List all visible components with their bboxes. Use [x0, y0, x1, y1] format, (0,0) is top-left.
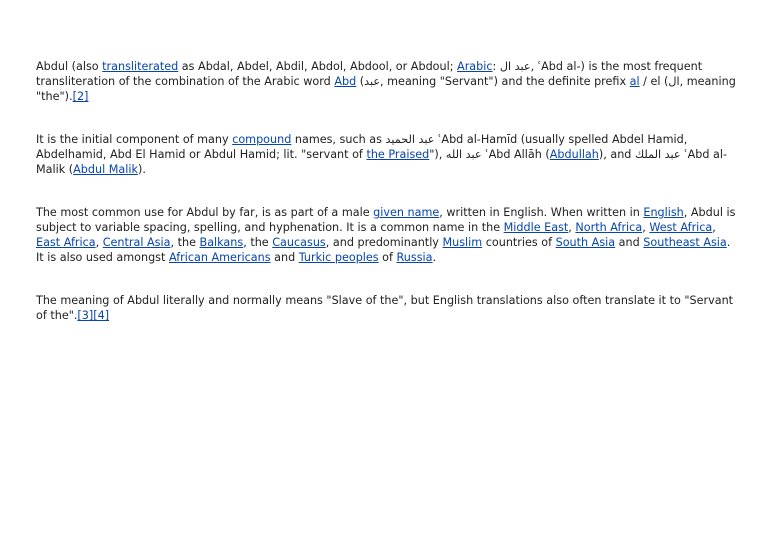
text: (عبد, meaning "Servant") and the definite prefix — [356, 75, 630, 88]
text: . It is also used amongst — [36, 236, 731, 264]
text: names, such as عبد الحميد ʿAbd al-Hamīd (usually spelled Abdel Hamid, Abdelhamid, Abd El Hamid or Abdul Hamid; lit. "servant of — [36, 133, 688, 161]
text: , Abdul is subject to variable spacing, spelling, and hyphenation. It is a common name in the — [36, 206, 736, 234]
reference-2[interactable]: [2] — [72, 90, 89, 103]
text: / el (ال, meaning "the"). — [36, 75, 736, 103]
text: Abdul (also — [36, 60, 103, 73]
text: , — [95, 236, 103, 249]
link-east-africa[interactable]: East Africa — [36, 236, 96, 249]
text: It is the initial component of many — [36, 133, 233, 146]
link-transliterated[interactable]: transliterated — [102, 60, 179, 73]
link-given-name[interactable]: given name — [373, 206, 440, 219]
link-abdul-malik[interactable]: Abdul Malik — [73, 163, 138, 176]
paragraph-meaning — [36, 293, 740, 323]
link-middle-east[interactable]: Middle East — [503, 221, 569, 234]
text: and — [615, 236, 644, 249]
link-arabic[interactable]: Arabic — [457, 60, 493, 73]
link-abd[interactable]: Abd — [334, 75, 357, 88]
text: . — [432, 251, 437, 264]
link-the-praised[interactable]: the Praised — [366, 148, 430, 161]
reference-3[interactable]: [3] — [77, 309, 94, 322]
link-compound[interactable]: compound — [232, 133, 292, 146]
text: and — [270, 251, 299, 264]
text: , — [642, 221, 650, 234]
article-body — [36, 59, 740, 351]
text: , and predominantly — [325, 236, 443, 249]
link-south-asia[interactable]: South Asia — [555, 236, 616, 249]
link-north-africa[interactable]: North Africa — [575, 221, 643, 234]
link-turkic-peoples[interactable]: Turkic peoples — [298, 251, 379, 264]
paragraph-intro — [36, 59, 740, 104]
paragraph-compound-names — [36, 132, 740, 177]
text: : عبد ال‎, ʿAbd al-) is the most frequent transliteration of the combination of the Arabic word — [36, 60, 703, 88]
text: The meaning of Abdul literally and normally means "Slave of the", but English translations also often translate it to "Servant of the". — [36, 294, 734, 322]
text: , the — [170, 236, 200, 249]
text: as Abdal, Abdel, Abdil, Abdol, Abdool, or Abdoul; — [178, 60, 458, 73]
link-muslim[interactable]: Muslim — [442, 236, 483, 249]
text: , the — [243, 236, 273, 249]
link-caucasus[interactable]: Caucasus — [272, 236, 326, 249]
link-west-africa[interactable]: West Africa — [649, 221, 713, 234]
link-english[interactable]: English — [643, 206, 684, 219]
paragraph-usage — [36, 205, 740, 265]
link-central-asia[interactable]: Central Asia — [102, 236, 171, 249]
link-african-americans[interactable]: African Americans — [168, 251, 271, 264]
text: countries of — [482, 236, 556, 249]
reference-4[interactable]: [4] — [93, 309, 110, 322]
link-al[interactable]: al — [629, 75, 640, 88]
text: ). — [137, 163, 146, 176]
text: The most common use for Abdul by far, is as part of a male — [36, 206, 374, 219]
text: , — [568, 221, 576, 234]
text: , written in English. When written in — [439, 206, 644, 219]
text: ), and عبد الملك ʿAbd al-Malik ( — [36, 148, 727, 176]
link-russia[interactable]: Russia — [396, 251, 433, 264]
text: "), عبد الله ʿAbd Allāh ( — [429, 148, 550, 161]
link-abdullah[interactable]: Abdullah — [549, 148, 599, 161]
link-balkans[interactable]: Balkans — [199, 236, 244, 249]
text: , — [712, 221, 716, 234]
link-southeast-asia[interactable]: Southeast Asia — [643, 236, 727, 249]
text: of — [378, 251, 397, 264]
